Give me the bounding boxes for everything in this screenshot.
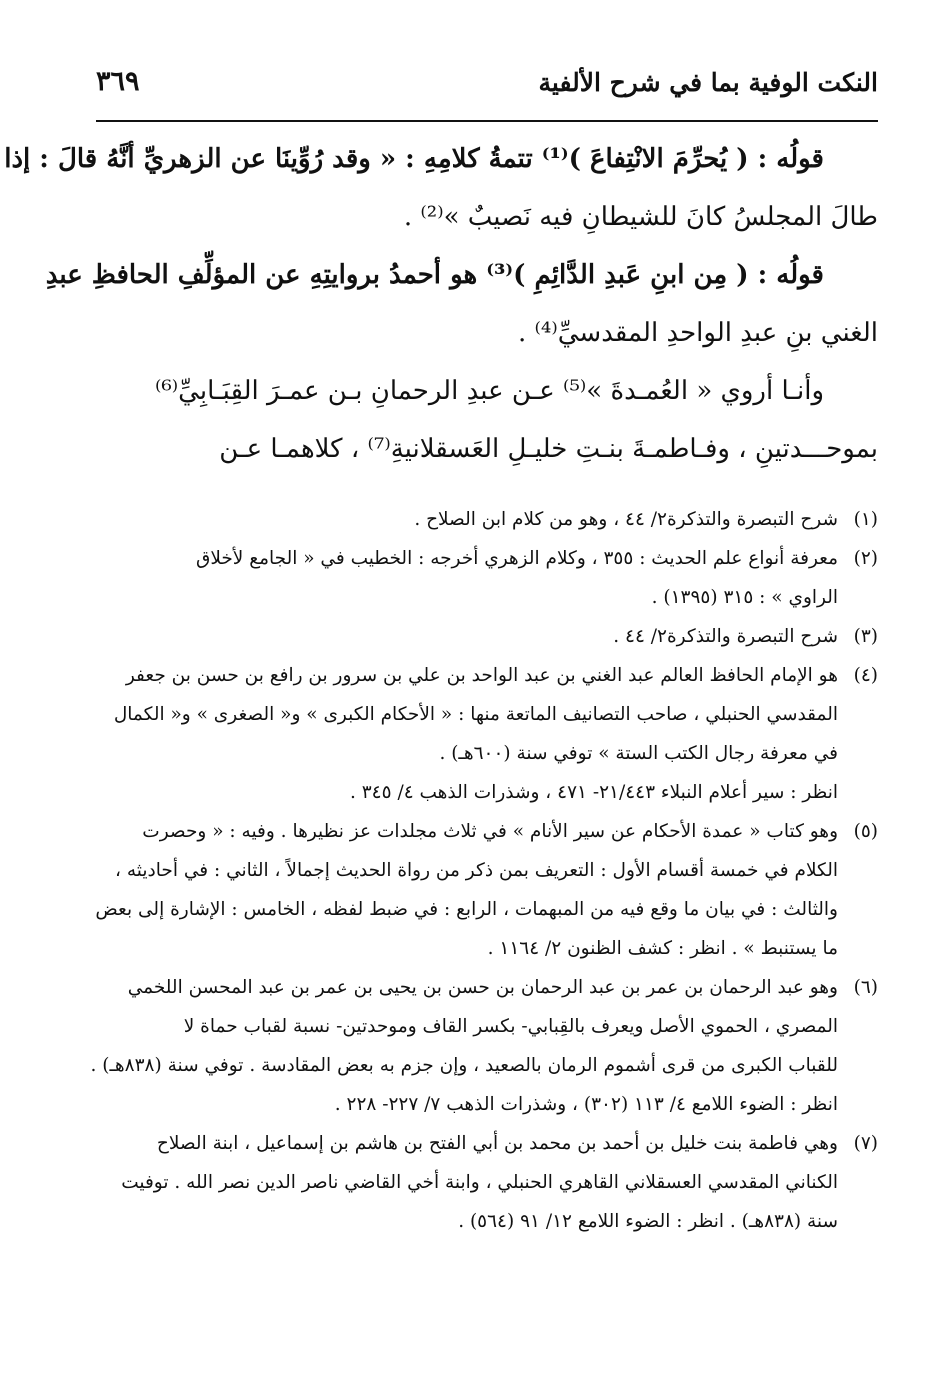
footnote-6 (90, 968, 878, 1124)
page-number: ٣٦٩ (96, 66, 140, 97)
footnote-line: المصري ، الحموي الأصل ويعرف بالقِبابي- بكسر القاف وموحدتين- نسبة لقباب حماة لا (183, 1016, 838, 1037)
footnote-line: الكناني المقدسي العسقلاني القاهري الحنبلي ، وابنة أخي القاضي ناصر الدين نصر الله . توفيت (121, 1172, 838, 1193)
footnote-line: الراوي » : ٣١٥ (١٣٩٥) . (651, 587, 838, 608)
footnote-line: الكلام في خمسة أقسام الأول : التعريف بمن ذكر من رواة الحديث إجمالاً ، الثاني : في أحاديثه ، (115, 860, 838, 881)
footnote-line: المقدسي الحنبلي ، صاحب التصانيف الماتعة منها : « الأحكام الكبرى » و« الصغرى » و« الكمال (113, 704, 838, 725)
footnote-line: وهو عبد الرحمان بن عمر بن عبد الرحمان بن حسن بن يحيى بن عمر بن عبد المحسن اللخمي (127, 977, 838, 998)
footnote-line: وهو كتاب « عمدة الأحكام عن سير الأنام » في ثلاث مجلدات عز نظيرها . وفيه : « وحصرت (142, 821, 838, 842)
footnote-1 (96, 500, 878, 539)
text-line: قولُه : ( مِن ابنِ عَبدِ الدَّائِمِ )⁽³⁾ هو أحمدُ بروايتِهِ عن المؤلِّفِ الحافظِ عبدِ (45, 260, 824, 290)
footnote-line: للقباب الكبرى من قرى أشموم الرمان بالصعيد ، وإن جزم به بعض المقادسة . توفي سنة (٨٣٨هـ) . (90, 1055, 838, 1076)
footnote-line: ما يستنبط » . انظر : كشف الظنون ٢/ ١١٦٤ . (487, 938, 838, 959)
footnote-line: والثالث : في بيان ما وقع فيه من المبهمات ، الرابع : في ضبط لفظه ، الخامس : الإشارة إلى بعض (95, 899, 838, 920)
text-line: طالَ المجلسُ كانَ للشيطانِ فيه نَصيبٌ »⁽²⁾ . (403, 202, 878, 232)
footnotes (90, 500, 878, 1241)
footnote-line: سنة (٨٣٨هـ) . انظر : الضوء اللامع ١٢/ ٩١ (٥٦٤) . (458, 1211, 838, 1232)
footnote-number: (٣) (853, 626, 878, 647)
footnote-line: انظر : سير أعلام النبلاء ٢١/٤٤٣- ٤٧١ ، وشذرات الذهب ٤/ ٣٤٥ . (349, 782, 838, 803)
footnote-number: (٥) (853, 821, 878, 842)
footnote-line: شرح التبصرة والتذكرة٢/ ٤٤ . (613, 626, 838, 647)
header-rule (96, 120, 878, 122)
footnote-line: معرفة أنواع علم الحديث : ٣٥٥ ، وكلام الزهري أخرجه : الخطيب في « الجامع لأخلاق (195, 548, 838, 569)
footnote-line: هو الإمام الحافظ العالم عبد الغني بن عبد الواحد بن علي بن سرور بن رافع بن حسن بن جعفر (125, 665, 838, 686)
footnote-number: (١) (853, 509, 878, 530)
footnote-line: انظر : الضوء اللامع ٤/ ١١٣ (٣٠٢) ، وشذرات الذهب ٧/ ٢٢٧- ٢٢٨ . (334, 1094, 838, 1115)
footnote-4 (96, 656, 878, 812)
running-title: النكت الوفية بما في شرح الألفية (538, 68, 878, 97)
footnote-line: وهي فاطمة بنت خليل بن أحمد بن محمد بن أبي الفتح بن هاشم بن إسماعيل ، ابنة الصلاح (156, 1133, 838, 1154)
footnote-2 (96, 539, 878, 617)
text-line: بموحـــدتينِ ، وفـاطمـةَ بنـتِ خليـلِ العَسقلانيةِ⁽⁷⁾ ، كلاهمـا عـن (219, 434, 878, 464)
paragraph-3 (96, 362, 878, 478)
paragraph-1 (4, 130, 878, 246)
text-line: قولُه : ( يُحرِّمَ الانْتِفاعَ )⁽¹⁾ تتمةُ كلامِهِ : « وقد رُوِّينَا عن الزهريِّ أنَّهُ قالَ : إذا (4, 144, 824, 174)
footnote-7 (96, 1124, 878, 1241)
footnote-number: (٦) (853, 977, 878, 998)
footnote-line: في معرفة رجال الكتب الستة » توفي سنة (٦٠٠هـ) . (439, 743, 838, 764)
text-line: وأنـا أروي « العُمـدةَ »⁽⁵⁾ عـن عبدِ الرحمانِ بـن عمـرَ القِبَـابِيِّ⁽⁶⁾ (154, 376, 824, 406)
footnote-5 (96, 812, 878, 968)
main-text (4, 130, 878, 478)
footnote-number: (٤) (853, 665, 878, 686)
footnote-line: شرح التبصرة والتذكرة٢/ ٤٤ ، وهو من كلام ابن الصلاح . (414, 509, 838, 530)
text-line: الغني بنِ عبدِ الواحدِ المقدسيِّ⁽⁴⁾ . (518, 318, 878, 348)
footnote-number: (٢) (853, 548, 878, 569)
paragraph-2 (45, 246, 878, 362)
footnote-number: (٧) (853, 1133, 878, 1154)
footnote-3 (96, 617, 878, 656)
page-header (96, 64, 878, 116)
